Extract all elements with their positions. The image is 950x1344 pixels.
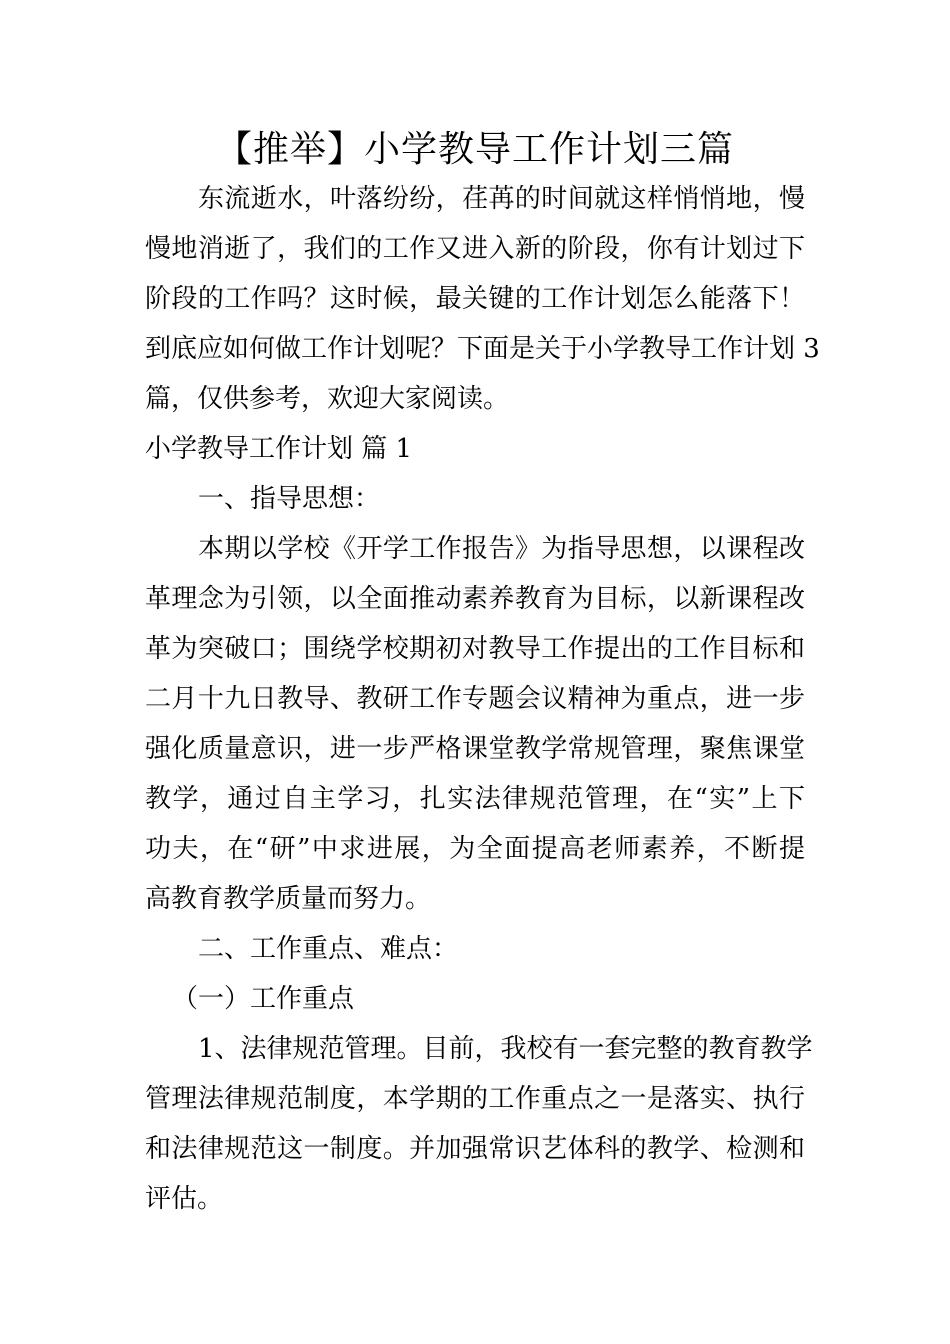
paragraph-line: 慢地消逝了，我们的工作又进入新的阶段，你有计划过下 xyxy=(145,234,805,264)
paragraph-line: 本期以学校《开学工作报告》为指导思想，以课程改 xyxy=(198,534,805,564)
subsection-heading: （一）工作重点 xyxy=(172,984,355,1014)
subsection-heading: 二、工作重点、难点： xyxy=(198,934,459,964)
paragraph-line: 革为突破口；围绕学校期初对教导工作提出的工作目标和 xyxy=(145,634,805,664)
paragraph-line: 东流逝水，叶落纷纷，荏苒的时间就这样悄悄地，慢 xyxy=(198,184,805,214)
paragraph-line: 和法律规范这一制度。并加强常识艺体科的教学、检测和 xyxy=(145,1134,805,1164)
paragraph-line: 高教育教学质量而努力。 xyxy=(145,884,432,914)
document-title: 【推举】小学教导工作计划三篇 xyxy=(215,129,734,170)
paragraph-line: 强化质量意识，进一步严格课堂教学常规管理，聚焦课堂 xyxy=(145,734,805,764)
paragraph-line: 二月十九日教导、教研工作专题会议精神为重点，进一步 xyxy=(145,684,805,714)
paragraph-line: 1、法律规范管理。目前，我校有一套完整的教育教学 xyxy=(198,1034,813,1064)
paragraph-line: 教学，通过自主学习，扎实法律规范管理，在“实”上下 xyxy=(145,784,805,814)
paragraph-line: 到底应如何做工作计划呢？下面是关于小学教导工作计划 3 xyxy=(145,334,820,364)
paragraph-line: 评估。 xyxy=(145,1184,224,1214)
section-heading: 小学教导工作计划 篇 1 xyxy=(145,434,413,464)
paragraph-line: 管理法律规范制度，本学期的工作重点之一是落实、执行 xyxy=(145,1084,805,1114)
paragraph-line: 阶段的工作吗？这时候，最关键的工作计划怎么能落下！ xyxy=(145,284,805,314)
subsection-heading: 一、指导思想： xyxy=(198,484,381,514)
paragraph-line: 功夫，在“研”中求进展，为全面提高老师素养，不断提 xyxy=(145,834,805,864)
paragraph-line: 革理念为引领，以全面推动素养教育为目标，以新课程改 xyxy=(145,584,805,614)
paragraph-line: 篇，仅供参考，欢迎大家阅读。 xyxy=(145,384,510,414)
